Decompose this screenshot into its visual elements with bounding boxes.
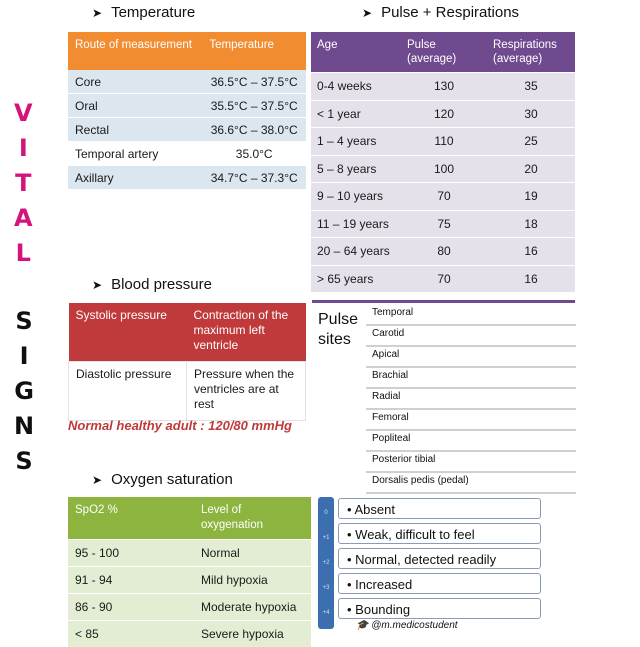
pulse-site-item: Brachial (366, 368, 576, 389)
temperature-heading (92, 4, 195, 21)
table-row (311, 155, 575, 183)
pulse-cell: 70 (401, 183, 487, 211)
resp-cell: 18 (487, 210, 575, 238)
pulse-resp-table (311, 32, 575, 292)
pulse-strength-item: • Weak, difficult to feel (338, 523, 541, 544)
letter: A (14, 201, 33, 236)
table-row (311, 265, 575, 292)
temperature-title: Temperature (111, 4, 195, 21)
table-row (68, 166, 306, 190)
column-header: Age (311, 32, 401, 73)
table-row (311, 210, 575, 238)
temperature-cell: 36.5°C – 37.5°C (202, 70, 306, 94)
oxygenation-cell: Moderate hypoxia (194, 594, 311, 621)
scale-label: +1 (318, 535, 334, 541)
arrow-bullet-icon: ➤ (92, 6, 102, 20)
bp-term-cell: Diastolic pressure (69, 362, 187, 421)
resp-cell: 25 (487, 128, 575, 156)
pulse-cell: 75 (401, 210, 487, 238)
pulse-sites-title-line: Pulse (318, 310, 358, 330)
resp-cell: 35 (487, 73, 575, 101)
column-header: Temperature (202, 32, 306, 70)
table-row (311, 100, 575, 128)
vertical-word-vital (14, 96, 33, 271)
table-row (68, 621, 311, 647)
age-cell: > 65 years (311, 265, 401, 292)
blood-pressure-title: Blood pressure (111, 276, 212, 293)
route-cell: Rectal (68, 118, 202, 142)
vertical-word-signs (14, 304, 34, 479)
temperature-cell: 34.7°C – 37.3°C (202, 166, 306, 190)
column-header: Level of oxygenation (194, 497, 311, 540)
letter: S (15, 304, 32, 339)
oxygen-title: Oxygen saturation (111, 471, 233, 488)
column-header: Route of measurement (68, 32, 202, 70)
table-row (311, 73, 575, 101)
temperature-table (68, 32, 306, 190)
resp-cell: 16 (487, 238, 575, 266)
pulse-sites-title-line: sites (318, 330, 358, 350)
pulse-site-item: Apical (366, 347, 576, 368)
oxygen-heading (92, 471, 233, 488)
age-cell: 9 – 10 years (311, 183, 401, 211)
table-row (69, 303, 306, 362)
table-row (68, 567, 311, 594)
pulse-strength-item: • Absent (338, 498, 541, 519)
pulse-strength-item: • Normal, detected readily (338, 548, 541, 569)
pulse-strength-text: Weak, difficult to feel (355, 527, 474, 542)
pulse-cell: 70 (401, 265, 487, 292)
pulse-cell: 110 (401, 128, 487, 156)
pulse-cell: 80 (401, 238, 487, 266)
table-row (68, 594, 311, 621)
normal-bp-note: Normal healthy adult : 120/80 mmHg (68, 418, 292, 433)
pulse-cell: 130 (401, 73, 487, 101)
table-row (69, 362, 306, 421)
temperature-cell: 35.5°C – 37.5°C (202, 94, 306, 118)
table-row (68, 540, 311, 567)
pulse-site-item: Posterior tibial (366, 452, 576, 473)
pulse-strength-text: Normal, detected readily (355, 552, 496, 567)
age-cell: < 1 year (311, 100, 401, 128)
table-row (311, 238, 575, 266)
pulse-cell: 120 (401, 100, 487, 128)
age-cell: 0-4 weeks (311, 73, 401, 101)
age-cell: 20 – 64 years (311, 238, 401, 266)
table-row (68, 142, 306, 166)
table-row (311, 128, 575, 156)
table-row (68, 70, 306, 94)
route-cell: Oral (68, 94, 202, 118)
watermark-text: @m.medicostudent (371, 620, 457, 631)
route-cell: Core (68, 70, 202, 94)
spo2-cell: 91 - 94 (68, 567, 194, 594)
scale-label: +4 (318, 610, 334, 616)
scale-label: 0 (318, 510, 334, 516)
watermark (356, 620, 458, 631)
bp-definition-cell: Contraction of the maximum left ventricle (187, 303, 306, 362)
pulse-site-item: Dorsalis pedis (pedal) (366, 473, 576, 494)
bp-definition-cell: Pressure when the ventricles are at rest (187, 362, 306, 421)
column-header: SpO2 % (68, 497, 194, 540)
spo2-cell: 86 - 90 (68, 594, 194, 621)
bp-term-cell: Systolic pressure (69, 303, 187, 362)
arrow-bullet-icon: ➤ (92, 473, 102, 487)
arrow-bullet-icon: ➤ (362, 6, 372, 20)
oxygenation-cell: Mild hypoxia (194, 567, 311, 594)
pulse-cell: 100 (401, 155, 487, 183)
letter: G (14, 374, 34, 409)
letter: T (15, 166, 31, 201)
blood-pressure-heading (92, 276, 212, 293)
resp-cell: 19 (487, 183, 575, 211)
pulse-site-item: Radial (366, 389, 576, 410)
pulse-strength-text: Bounding (355, 602, 410, 617)
column-header: Pulse (average) (401, 32, 487, 73)
pulse-strength-text: Absent (354, 502, 394, 517)
graduation-cap-icon: 🎓 (356, 620, 368, 631)
table-row (311, 183, 575, 211)
route-cell: Axillary (68, 166, 202, 190)
table-row (68, 94, 306, 118)
pulse-strength-item: • Increased (338, 573, 541, 594)
letter: I (20, 339, 29, 374)
temperature-cell: 36.6°C – 38.0°C (202, 118, 306, 142)
oxygen-table (68, 497, 311, 647)
letter: L (16, 236, 31, 271)
age-cell: 11 – 19 years (311, 210, 401, 238)
pulse-sites-title (318, 310, 358, 350)
pulse-sites-divider (312, 300, 575, 303)
pulse-resp-title: Pulse + Respirations (381, 4, 519, 21)
scale-label: +3 (318, 585, 334, 591)
resp-cell: 30 (487, 100, 575, 128)
pulse-site-item: Femoral (366, 410, 576, 431)
temperature-cell: 35.0°C (202, 142, 306, 166)
letter: S (15, 444, 32, 479)
blood-pressure-table (68, 303, 306, 421)
resp-cell: 16 (487, 265, 575, 292)
resp-cell: 20 (487, 155, 575, 183)
pulse-strength-text: Increased (355, 577, 412, 592)
pulse-site-item: Popliteal (366, 431, 576, 452)
oxygenation-cell: Normal (194, 540, 311, 567)
letter: I (19, 131, 28, 166)
pulse-site-item: Carotid (366, 326, 576, 347)
scale-label: +2 (318, 560, 334, 566)
table-row (68, 118, 306, 142)
route-cell: Temporal artery (68, 142, 202, 166)
letter: V (14, 96, 33, 131)
column-header: Respirations (average) (487, 32, 575, 73)
arrow-bullet-icon: ➤ (92, 278, 102, 292)
pulse-resp-heading (362, 4, 519, 21)
pulse-site-item: Temporal (366, 305, 576, 326)
oxygenation-cell: Severe hypoxia (194, 621, 311, 647)
pulse-strength-item: • Bounding (338, 598, 541, 619)
spo2-cell: 95 - 100 (68, 540, 194, 567)
age-cell: 1 – 4 years (311, 128, 401, 156)
age-cell: 5 – 8 years (311, 155, 401, 183)
letter: N (14, 409, 34, 444)
spo2-cell: < 85 (68, 621, 194, 647)
